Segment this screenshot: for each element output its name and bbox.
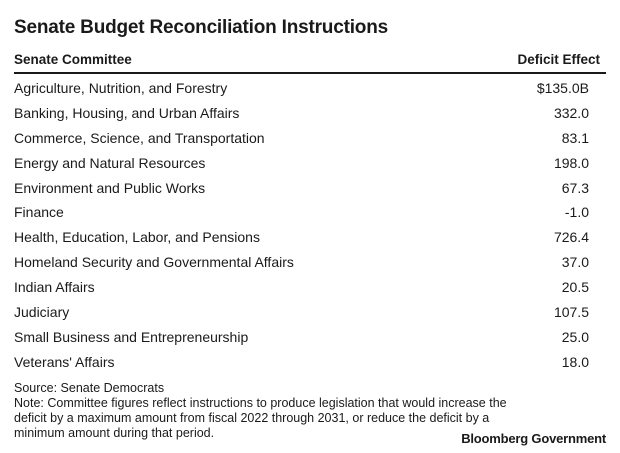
table-row — [14, 76, 606, 101]
deficit-effect-value: 25.0 — [561, 328, 589, 345]
table-row — [14, 275, 606, 300]
table-row — [14, 176, 606, 201]
data-table — [14, 48, 606, 375]
committee-name: Indian Affairs — [14, 279, 95, 296]
deficit-effect-value: 107.5 — [553, 304, 589, 321]
committee-name: Judiciary — [14, 304, 70, 321]
committee-name: Veterans' Affairs — [14, 353, 115, 370]
deficit-effect-value: 67.3 — [561, 179, 589, 196]
deficit-effect-value: 332.0 — [553, 104, 589, 121]
table-body — [14, 76, 606, 375]
table-row — [14, 350, 606, 375]
deficit-effect-value: 83.1 — [561, 129, 589, 146]
deficit-effect-value: 18.0 — [561, 353, 589, 370]
committee-name: Agriculture, Nutrition, and Forestry — [14, 80, 228, 96]
footnotes — [14, 381, 534, 441]
committee-name: Finance — [14, 204, 64, 221]
committee-name: Commerce, Science, and Transportation — [14, 129, 265, 146]
brand-logo-text: Bloomberg Government — [461, 431, 606, 446]
table-row — [14, 200, 606, 225]
table-row — [14, 250, 606, 275]
methodology-note: Note: Committee figures reflect instructions to produce legislation that would increase the deficit by a maximum amount from fiscal 2022 through 2031, or reduce the deficit by a minimum amount during that period. — [14, 396, 507, 440]
chart-title: Senate Budget Reconciliation Instructions — [14, 17, 388, 38]
column-header-committee: Senate Committee — [14, 52, 132, 67]
table-header — [14, 48, 606, 74]
deficit-effect-value: 37.0 — [561, 254, 589, 271]
table-row — [14, 225, 606, 250]
deficit-effect-value: 20.5 — [561, 279, 589, 296]
source-note: Source: Senate Democrats — [14, 381, 165, 395]
table-row — [14, 325, 606, 350]
deficit-effect-value: $135.0B — [536, 80, 589, 96]
table-row — [14, 101, 606, 126]
table-row — [14, 151, 606, 176]
column-header-deficit-effect: Deficit Effect — [517, 52, 600, 67]
table-row — [14, 126, 606, 151]
deficit-effect-value: 726.4 — [553, 229, 589, 246]
table-row — [14, 300, 606, 325]
committee-name: Health, Education, Labor, and Pensions — [14, 229, 260, 246]
committee-name: Banking, Housing, and Urban Affairs — [14, 104, 240, 121]
committee-name: Small Business and Entrepreneurship — [14, 328, 249, 345]
committee-name: Environment and Public Works — [14, 179, 206, 196]
committee-name: Energy and Natural Resources — [14, 154, 206, 171]
deficit-effect-value: -1.0 — [564, 204, 589, 221]
committee-name: Homeland Security and Governmental Affairs — [14, 254, 294, 271]
deficit-effect-value: 198.0 — [553, 154, 589, 171]
